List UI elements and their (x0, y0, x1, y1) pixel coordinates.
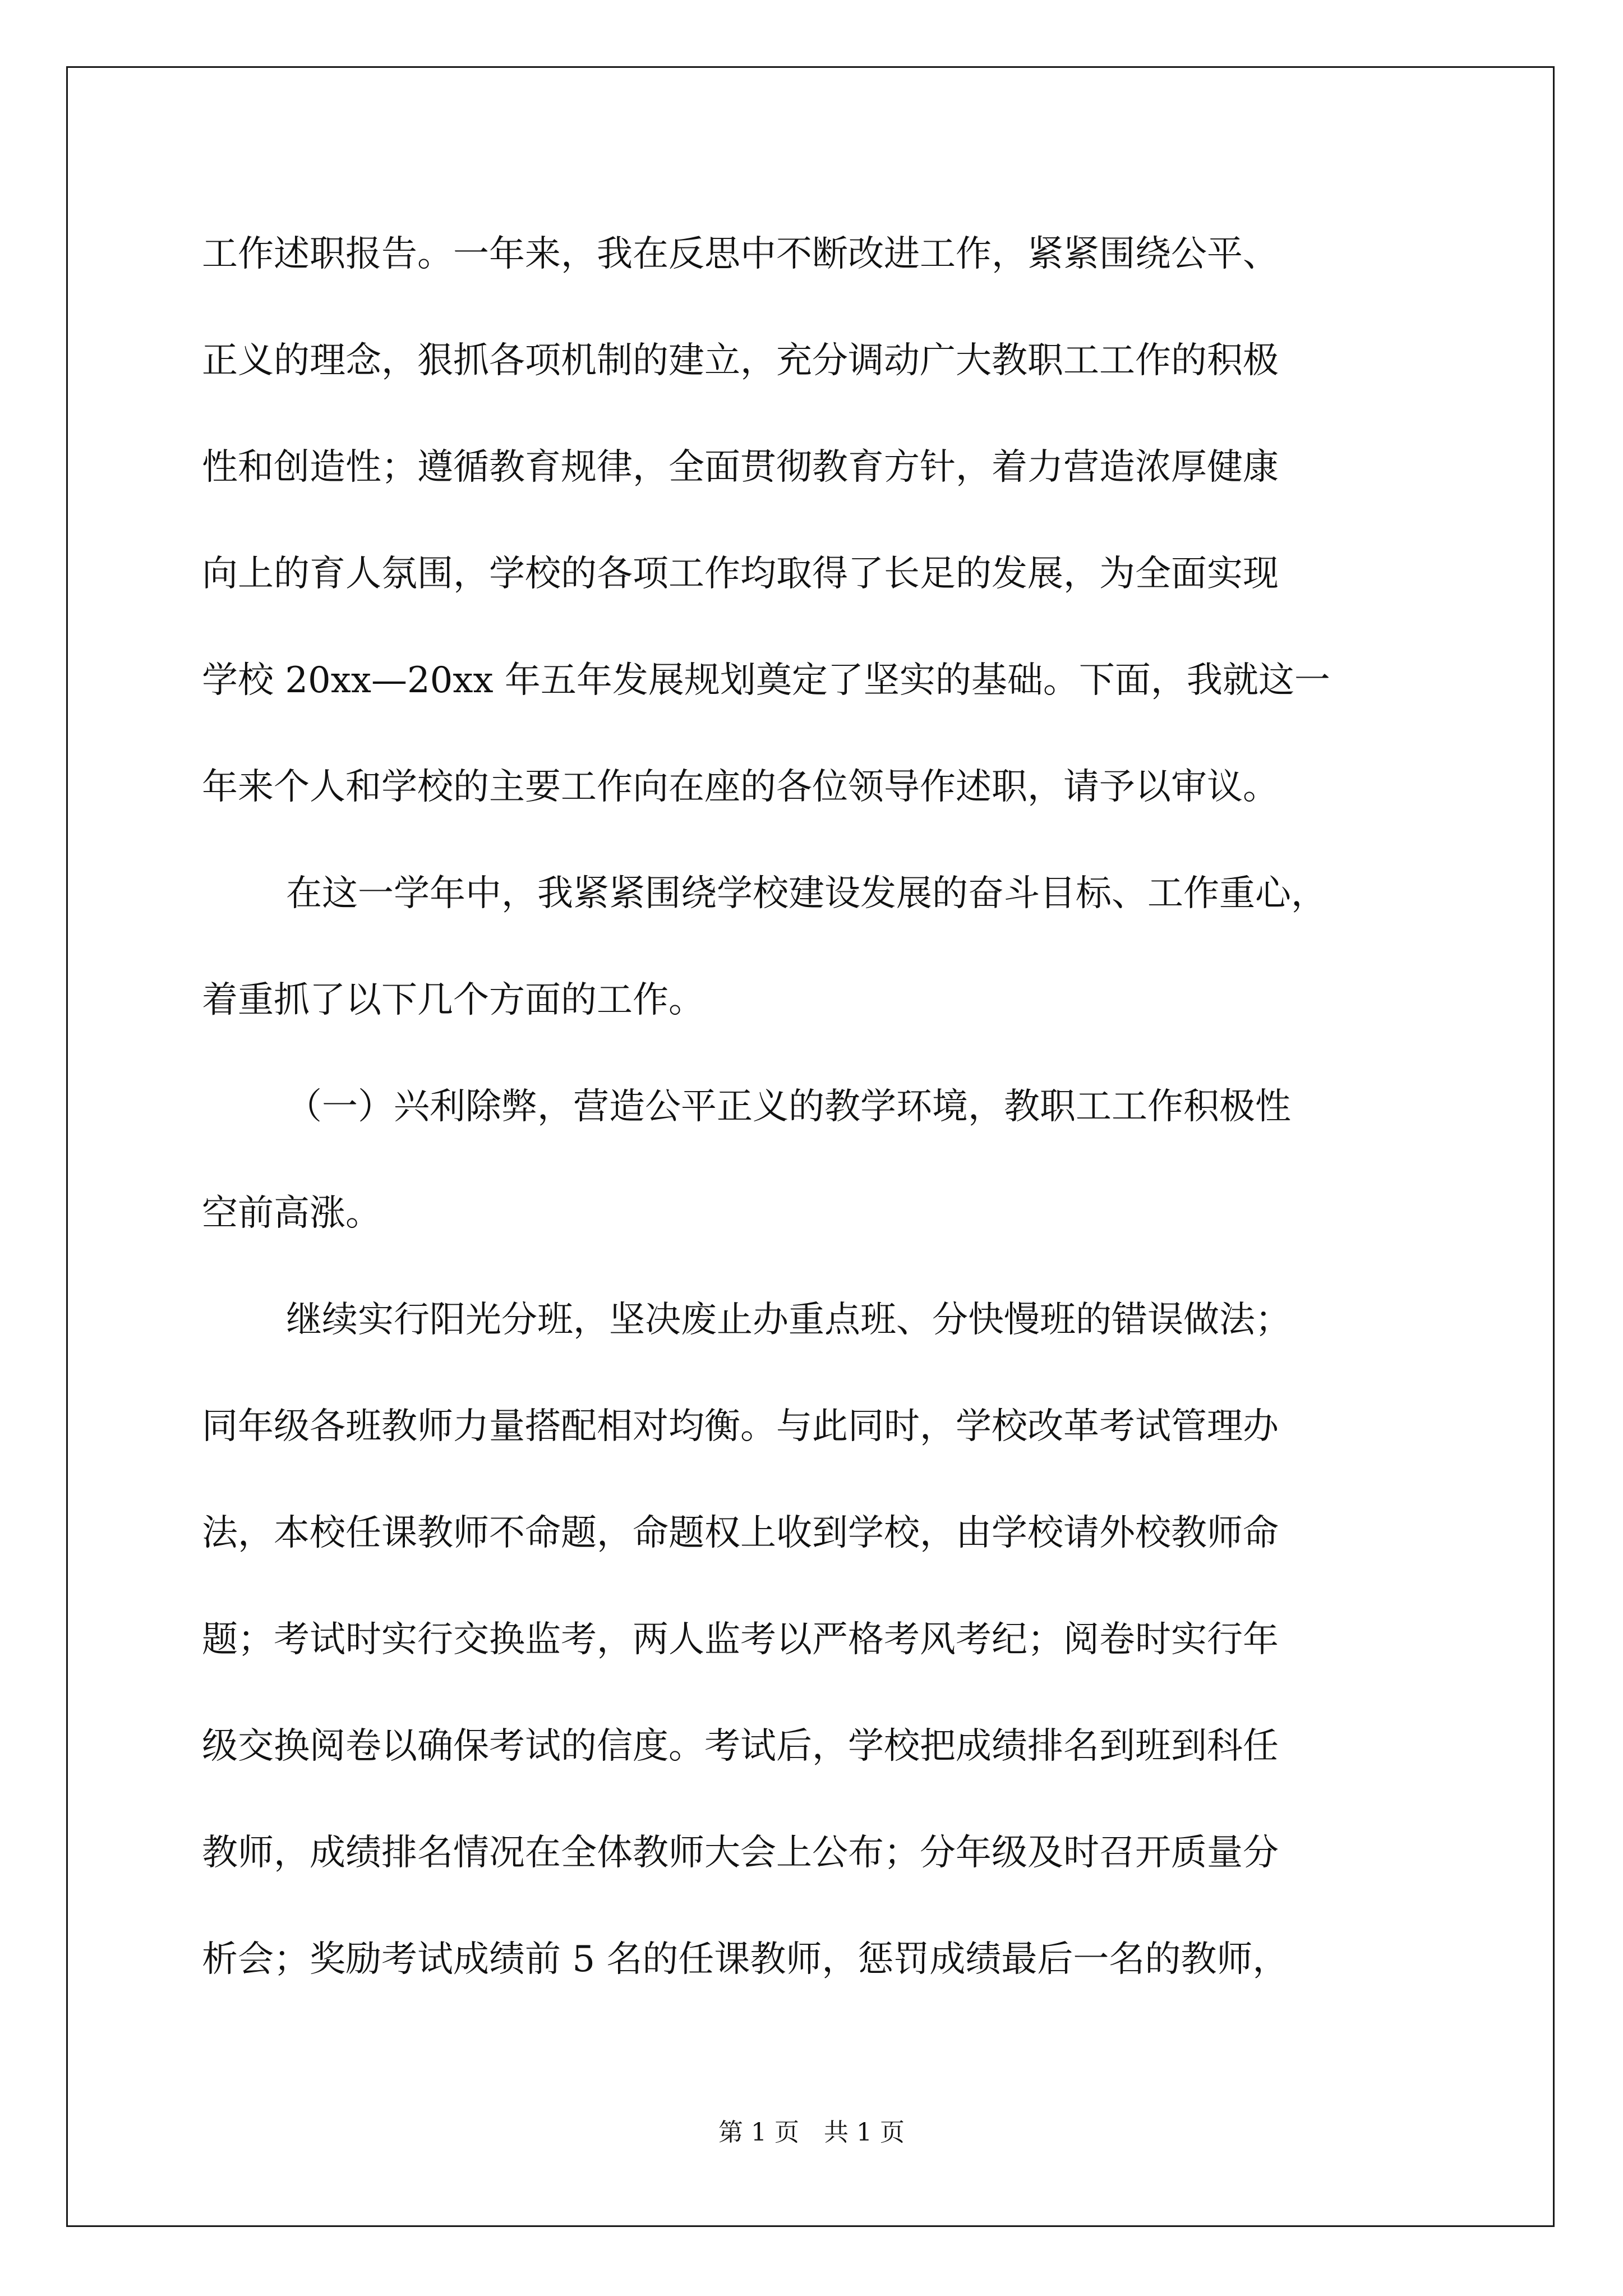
text-line: （一）兴利除弊，营造公平正义的教学环境，教职工工作积极性 (286, 1086, 1291, 1128)
text-line: 空前高涨。 (202, 1193, 381, 1234)
text-line: 工作述职报告。一年来，我在反思中不断改进工作，紧紧围绕公平、 (202, 233, 1279, 275)
text-line: 正义的理念，狠抓各项机制的建立，充分调动广大教职工工作的积极 (202, 340, 1279, 381)
text-line: 教师，成绩排名情况在全体教师大会上公布；分年级及时召开质量分 (202, 1832, 1279, 1874)
text-line: 同年级各班教师力量搭配相对均衡。与此同时，学校改革考试管理办 (202, 1406, 1279, 1447)
text-line: 题；考试时实行交换监考，两人监考以严格考风考纪；阅卷时实行年 (202, 1619, 1279, 1660)
text-line: 法，本校任课教师不命题，命题权上收到学校，由学校请外校教师命 (202, 1512, 1279, 1554)
text-line: 学校 20xx—20xx 年五年发展规划奠定了坚实的基础。下面，我就这一 (202, 660, 1330, 701)
text-line: 性和创造性；遵循教育规律，全面贯彻教育方针，着力营造浓厚健康 (202, 447, 1279, 488)
text-line: 级交换阅卷以确保考试的信度。考试后，学校把成绩排名到班到科任 (202, 1726, 1279, 1767)
text-line: 继续实行阳光分班，坚决废止办重点班、分快慢班的错误做法； (286, 1299, 1291, 1341)
text-line: 在这一学年中，我紧紧围绕学校建设发展的奋斗目标、工作重心， (286, 873, 1327, 914)
text-line: 着重抓了以下几个方面的工作。 (202, 979, 704, 1021)
document-body (202, 201, 1424, 2013)
text-line: 析会；奖励考试成绩前 5 名的任课教师，惩罚成绩最后一名的教师， (202, 1939, 1289, 1980)
page-footer: 第 1 页 共 1 页 (718, 2118, 905, 2147)
text-line: 向上的育人氛围，学校的各项工作均取得了长足的发展，为全面实现 (202, 553, 1279, 595)
text-line: 年来个人和学校的主要工作向在座的各位领导作述职，请予以审议。 (202, 766, 1279, 808)
